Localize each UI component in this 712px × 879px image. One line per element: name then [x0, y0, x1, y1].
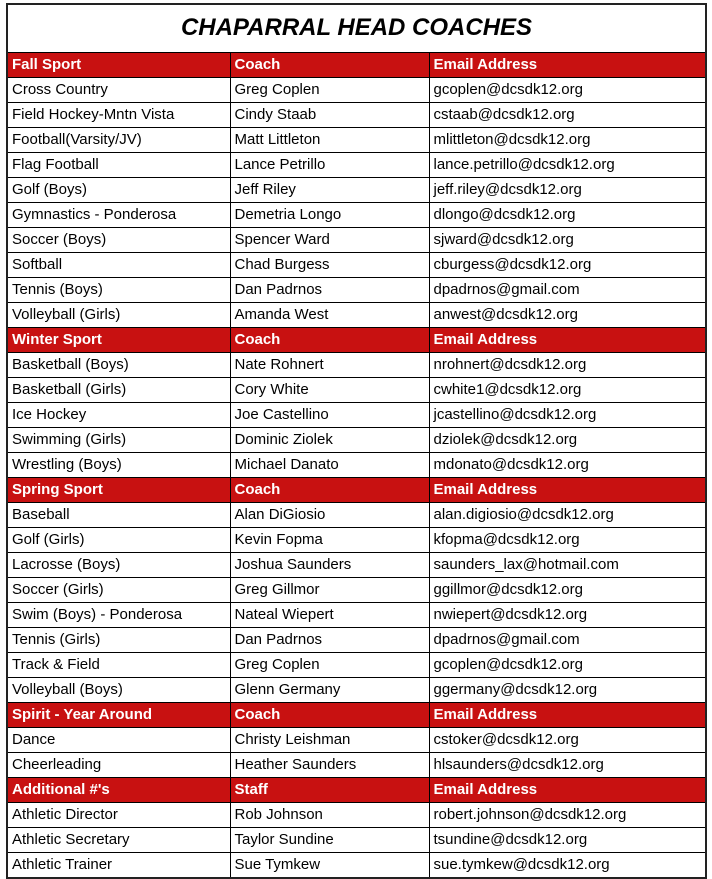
table-row: [7, 603, 706, 628]
table-row: [7, 828, 706, 853]
table-row: [7, 353, 706, 378]
email-cell: jcastellino@dcsdk12.org: [429, 403, 706, 428]
sport-cell: Golf (Boys): [7, 178, 230, 203]
sport-cell: Baseball: [7, 503, 230, 528]
coach-cell: Cory White: [230, 378, 429, 403]
sport-cell: Basketball (Girls): [7, 378, 230, 403]
email-cell: sue.tymkew@dcsdk12.org: [429, 853, 706, 879]
table-row: [7, 203, 706, 228]
email-cell: saunders_lax@hotmail.com: [429, 553, 706, 578]
section-header-cell: Winter Sport: [7, 328, 230, 353]
section-header-cell: Email Address: [429, 478, 706, 503]
sport-cell: Lacrosse (Boys): [7, 553, 230, 578]
email-cell: gcoplen@dcsdk12.org: [429, 653, 706, 678]
email-cell: nrohnert@dcsdk12.org: [429, 353, 706, 378]
section-header-row: [7, 703, 706, 728]
table-row: [7, 378, 706, 403]
sport-cell: Field Hockey-Mntn Vista: [7, 103, 230, 128]
coach-cell: Matt Littleton: [230, 128, 429, 153]
sport-cell: Volleyball (Girls): [7, 303, 230, 328]
sport-cell: Athletic Director: [7, 803, 230, 828]
sport-cell: Gymnastics - Ponderosa: [7, 203, 230, 228]
table-row: [7, 103, 706, 128]
sport-cell: Flag Football: [7, 153, 230, 178]
section-header-cell: Coach: [230, 478, 429, 503]
coach-cell: Christy Leishman: [230, 728, 429, 753]
table-row: [7, 628, 706, 653]
coach-cell: Rob Johnson: [230, 803, 429, 828]
section-header-row: [7, 328, 706, 353]
section-header-row: [7, 478, 706, 503]
section-header-cell: Spirit - Year Around: [7, 703, 230, 728]
coach-cell: Joe Castellino: [230, 403, 429, 428]
sport-cell: Cross Country: [7, 78, 230, 103]
coach-cell: Alan DiGiosio: [230, 503, 429, 528]
email-cell: dziolek@dcsdk12.org: [429, 428, 706, 453]
sport-cell: Dance: [7, 728, 230, 753]
coach-cell: Dan Padrnos: [230, 278, 429, 303]
section-header-cell: Email Address: [429, 778, 706, 803]
table-row: [7, 128, 706, 153]
sport-cell: Volleyball (Boys): [7, 678, 230, 703]
table-row: [7, 178, 706, 203]
section-header-row: [7, 53, 706, 78]
table-row: [7, 753, 706, 778]
email-cell: robert.johnson@dcsdk12.org: [429, 803, 706, 828]
sport-cell: Track & Field: [7, 653, 230, 678]
sport-cell: Golf (Girls): [7, 528, 230, 553]
sport-cell: Tennis (Girls): [7, 628, 230, 653]
email-cell: cstoker@dcsdk12.org: [429, 728, 706, 753]
coach-cell: Spencer Ward: [230, 228, 429, 253]
title-row: [7, 4, 706, 53]
coach-cell: Heather Saunders: [230, 753, 429, 778]
page-title: CHAPARRAL HEAD COACHES: [7, 4, 706, 53]
sport-cell: Athletic Trainer: [7, 853, 230, 879]
table-row: [7, 78, 706, 103]
coach-cell: Kevin Fopma: [230, 528, 429, 553]
coaches-table-body: [7, 4, 706, 878]
table-row: [7, 503, 706, 528]
table-row: [7, 403, 706, 428]
sport-cell: Soccer (Girls): [7, 578, 230, 603]
table-row: [7, 278, 706, 303]
email-cell: nwiepert@dcsdk12.org: [429, 603, 706, 628]
table-row: [7, 228, 706, 253]
email-cell: mlittleton@dcsdk12.org: [429, 128, 706, 153]
coach-cell: Demetria Longo: [230, 203, 429, 228]
sport-cell: Swimming (Girls): [7, 428, 230, 453]
sport-cell: Basketball (Boys): [7, 353, 230, 378]
email-cell: cwhite1@dcsdk12.org: [429, 378, 706, 403]
sport-cell: Swim (Boys) - Ponderosa: [7, 603, 230, 628]
coach-cell: Glenn Germany: [230, 678, 429, 703]
table-row: [7, 853, 706, 879]
email-cell: ggillmor@dcsdk12.org: [429, 578, 706, 603]
table-row: [7, 428, 706, 453]
table-row: [7, 803, 706, 828]
coach-cell: Amanda West: [230, 303, 429, 328]
email-cell: dlongo@dcsdk12.org: [429, 203, 706, 228]
coach-cell: Taylor Sundine: [230, 828, 429, 853]
section-header-cell: Coach: [230, 703, 429, 728]
coach-cell: Nate Rohnert: [230, 353, 429, 378]
coach-cell: Joshua Saunders: [230, 553, 429, 578]
section-header-cell: Fall Sport: [7, 53, 230, 78]
email-cell: lance.petrillo@dcsdk12.org: [429, 153, 706, 178]
table-row: [7, 553, 706, 578]
coach-cell: Dan Padrnos: [230, 628, 429, 653]
sport-cell: Wrestling (Boys): [7, 453, 230, 478]
email-cell: jeff.riley@dcsdk12.org: [429, 178, 706, 203]
section-header-cell: Staff: [230, 778, 429, 803]
table-row: [7, 453, 706, 478]
section-header-cell: Spring Sport: [7, 478, 230, 503]
coach-cell: Lance Petrillo: [230, 153, 429, 178]
coach-cell: Dominic Ziolek: [230, 428, 429, 453]
section-header-cell: Email Address: [429, 328, 706, 353]
email-cell: ggermany@dcsdk12.org: [429, 678, 706, 703]
email-cell: hlsaunders@dcsdk12.org: [429, 753, 706, 778]
section-header-cell: Coach: [230, 53, 429, 78]
email-cell: dpadrnos@gmail.com: [429, 278, 706, 303]
table-row: [7, 728, 706, 753]
coach-cell: Cindy Staab: [230, 103, 429, 128]
table-row: [7, 303, 706, 328]
email-cell: dpadrnos@gmail.com: [429, 628, 706, 653]
email-cell: cstaab@dcsdk12.org: [429, 103, 706, 128]
email-cell: anwest@dcsdk12.org: [429, 303, 706, 328]
table-row: [7, 153, 706, 178]
coach-cell: Greg Gillmor: [230, 578, 429, 603]
table-row: [7, 653, 706, 678]
section-header-cell: Additional #'s: [7, 778, 230, 803]
section-header-cell: Coach: [230, 328, 429, 353]
email-cell: cburgess@dcsdk12.org: [429, 253, 706, 278]
email-cell: mdonato@dcsdk12.org: [429, 453, 706, 478]
table-row: [7, 678, 706, 703]
email-cell: tsundine@dcsdk12.org: [429, 828, 706, 853]
coach-cell: Chad Burgess: [230, 253, 429, 278]
sport-cell: Softball: [7, 253, 230, 278]
sport-cell: Tennis (Boys): [7, 278, 230, 303]
email-cell: gcoplen@dcsdk12.org: [429, 78, 706, 103]
coach-cell: Michael Danato: [230, 453, 429, 478]
coach-cell: Sue Tymkew: [230, 853, 429, 879]
table-row: [7, 253, 706, 278]
table-row: [7, 578, 706, 603]
coach-cell: Nateal Wiepert: [230, 603, 429, 628]
section-header-row: [7, 778, 706, 803]
sport-cell: Soccer (Boys): [7, 228, 230, 253]
sport-cell: Football(Varsity/JV): [7, 128, 230, 153]
coaches-table: [6, 3, 707, 879]
coach-cell: Jeff Riley: [230, 178, 429, 203]
section-header-cell: Email Address: [429, 53, 706, 78]
email-cell: kfopma@dcsdk12.org: [429, 528, 706, 553]
sport-cell: Athletic Secretary: [7, 828, 230, 853]
coach-cell: Greg Coplen: [230, 653, 429, 678]
table-row: [7, 528, 706, 553]
coach-cell: Greg Coplen: [230, 78, 429, 103]
section-header-cell: Email Address: [429, 703, 706, 728]
sport-cell: Cheerleading: [7, 753, 230, 778]
sport-cell: Ice Hockey: [7, 403, 230, 428]
email-cell: sjward@dcsdk12.org: [429, 228, 706, 253]
email-cell: alan.digiosio@dcsdk12.org: [429, 503, 706, 528]
